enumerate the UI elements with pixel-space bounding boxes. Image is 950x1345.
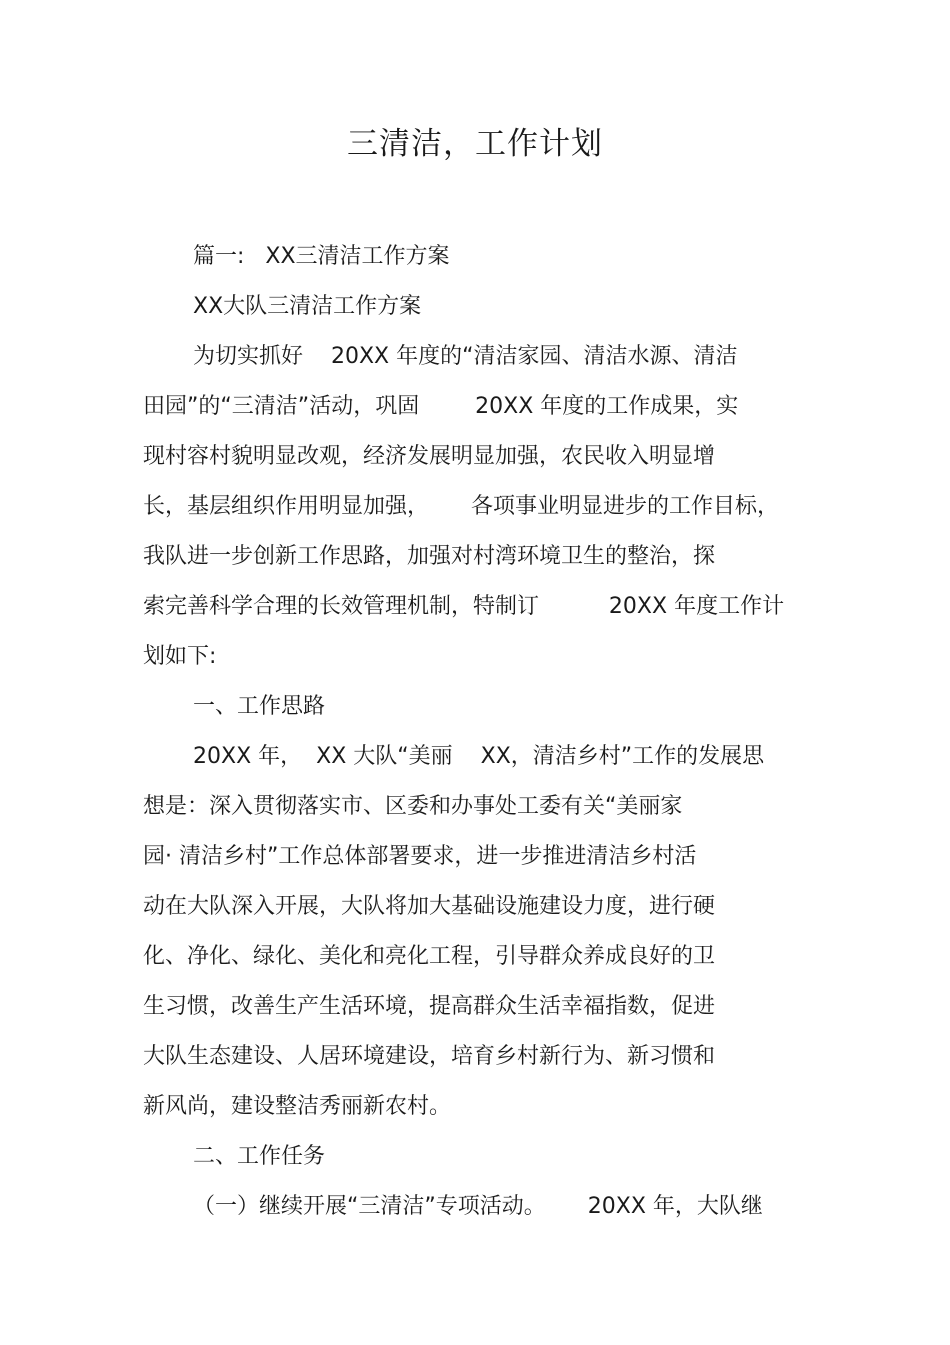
paragraph-line: 索完善科学合理的长效管理机制，特制订 20XX 年度工作计 [143, 594, 785, 619]
document-title: 三清洁，工作计划 [347, 126, 603, 162]
paragraph-line: 新风尚，建设整洁秀丽新农村。 [143, 1094, 452, 1119]
paragraph-line: 长，基层组织作用明显加强， 各项事业明显进步的工作目标， [143, 494, 779, 519]
section-heading-part-one: 篇一: XX三清洁工作方案 [193, 244, 450, 269]
paragraph-line: 化、净化、绿化、美化和亮化工程，引导群众养成良好的卫 [143, 944, 716, 969]
paragraph-line: 园· 清洁乡村”工作总体部署要求，进一步推进清洁乡村活 [143, 844, 697, 869]
paragraph-line: 20XX 年， XX 大队“美丽 XX，清洁乡村”工作的发展思 [193, 744, 765, 769]
paragraph-line: 划如下: [143, 644, 217, 669]
paragraph-line: 大队生态建设、人居环境建设，培育乡村新行为、新习惯和 [143, 1044, 716, 1069]
paragraph-line: 生习惯，改善生产生活环境，提高群众生活幸福指数，促进 [143, 994, 716, 1019]
paragraph-line: 我队进一步创新工作思路，加强对村湾环境卫生的整治，探 [143, 544, 716, 569]
paragraph-line: 动在大队深入开展，大队将加大基础设施建设力度，进行硬 [143, 894, 716, 919]
paragraph-line: 田园”的“三清洁”活动，巩固 20XX 年度的工作成果，实 [143, 394, 739, 419]
section-heading-work-tasks: 二、工作任务 [193, 1144, 326, 1169]
plan-subtitle: XX大队三清洁工作方案 [193, 294, 422, 319]
paragraph-line: 想是：深入贯彻落实市、区委和办事处工委有关“美丽家 [143, 794, 683, 819]
paragraph-line: 现村容村貌明显改观，经济发展明显加强，农民收入明显增 [143, 444, 716, 469]
paragraph-line: （一）继续开展“三清洁”专项活动。 20XX 年，大队继 [193, 1194, 763, 1219]
paragraph-line: 为切实抓好 20XX 年度的“清洁家园、清洁水源、清洁 [193, 344, 738, 369]
section-heading-work-approach: 一、工作思路 [193, 694, 326, 719]
